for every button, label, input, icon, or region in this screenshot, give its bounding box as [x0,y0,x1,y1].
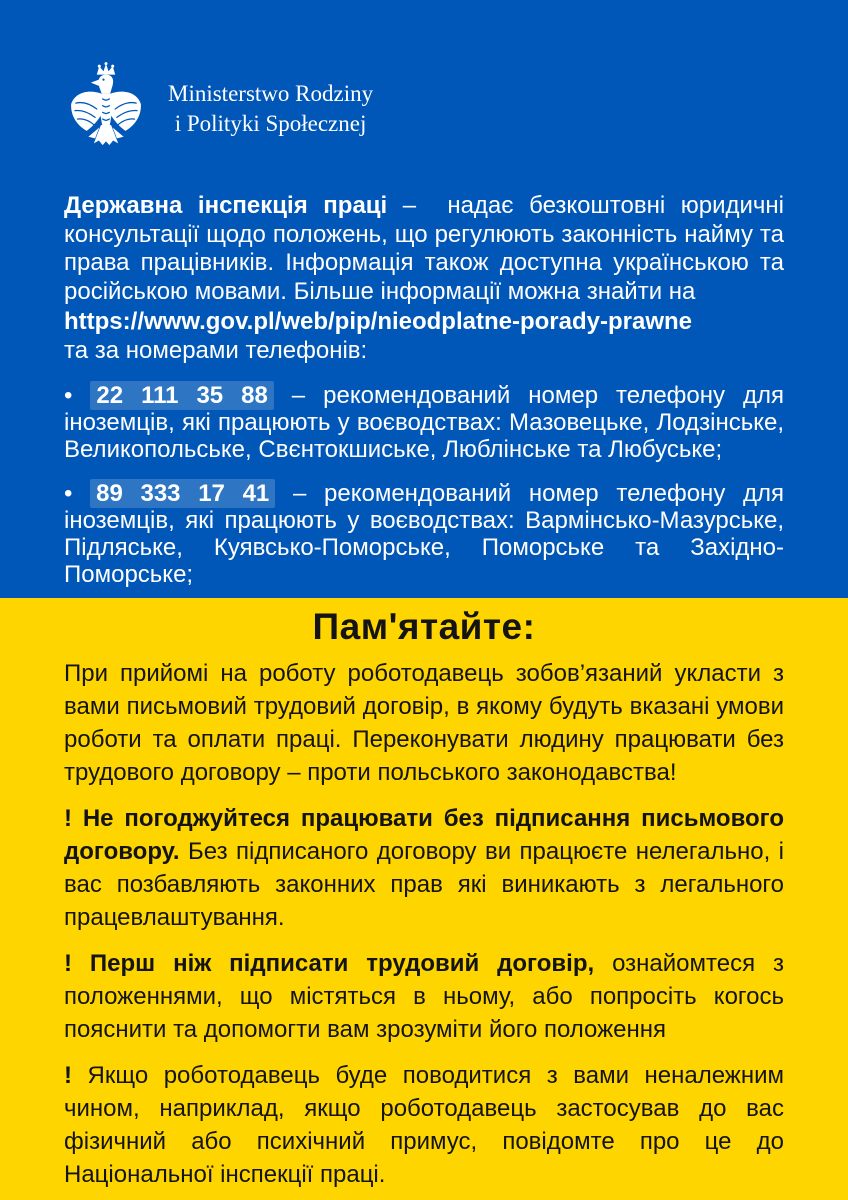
phone-number-2: 89 333 17 41 [90,479,275,508]
ministry-header [64,62,784,156]
phones-intro-text: та за номерами телефонів: [64,337,368,364]
mistreatment-paragraph [64,1059,784,1191]
bullet-marker: • [64,480,73,507]
dash: – [292,480,307,507]
no-agreement-text: Без підписаного договору ви працюєте нелегально, і вас позбавляють законних прав які виникають з легального працевлаштування. [64,838,785,931]
ministry-name [168,79,373,139]
dash: – [402,192,417,219]
labor-inspection-paragraph [64,192,784,306]
polish-eagle-icon [64,62,148,156]
mistreatment-bold: ! [64,1062,72,1089]
phone-number-1: 22 111 35 88 [90,381,273,410]
before-signing-bold: ! Перш ніж підписати трудовий договір, [64,950,595,977]
mistreatment-text: Якщо роботодавець буде поводитися з вами неналежним чином, наприклад, якщо роботодавець застосував до вас фізичний або психічний примус, повідомте про це до Національної інспекції праці. [64,1062,785,1188]
labor-inspection-text: надає безкоштовні юридичні консультації щодо положень, що регулюють законність найму та права працівників. Інформація також доступна українською та російською мовами. Більше інформації можна знайти на [64,192,784,305]
bullet-marker: • [64,382,73,409]
no-agreement-bold: ! Не погоджуйтеся працювати без підписання письмового договору. [64,805,784,865]
before-signing-text: ознайомтеся з положеннями, що містяться в ньому, або попросіть когось пояснити та допомогти вам зрозуміти його положення [64,950,785,1043]
before-signing-paragraph [64,947,784,1046]
dash: – [291,382,306,409]
blue-section [0,0,848,598]
phone-description-1: рекомендований номер телефону для іноземців, які працюють у воєводствах: Мазовецьке, Лодзінське, Великопольське, Свєнтокшиське, Люблінське та Любуське; [64,382,785,463]
ministry-name-line2: i Polityki Społecznej [174,111,367,136]
phone-description-2: рекомендований номер телефону для іноземців, які працюють у воєводствах: Вармінсько-Мазурське, Підляське, Куявсько-Поморське, Поморське та Західно-Поморське; [64,480,784,588]
phone-bullet-1 [64,382,784,463]
phone-bullet-2 [64,480,784,588]
yellow-section [0,598,848,1200]
gov-url-link[interactable]: https://www.gov.pl/web/pip/nieodplatne-porady-prawne [64,308,693,335]
contract-paragraph: При прийомі на роботу роботодавець зобов’язаний укласти з вами письмовий трудовий договір, в якому будуть вказані умови роботи та оплати праці. Переконувати людину працювати без трудового договору – проти польського законодавства! [64,660,784,786]
ministry-name-line1: Ministerstwo Rodziny [168,81,374,107]
labor-inspection-title: Державна інспекція праці [64,192,388,219]
no-agreement-paragraph [64,802,784,934]
remember-heading: Пам'ятайте: [312,606,536,647]
